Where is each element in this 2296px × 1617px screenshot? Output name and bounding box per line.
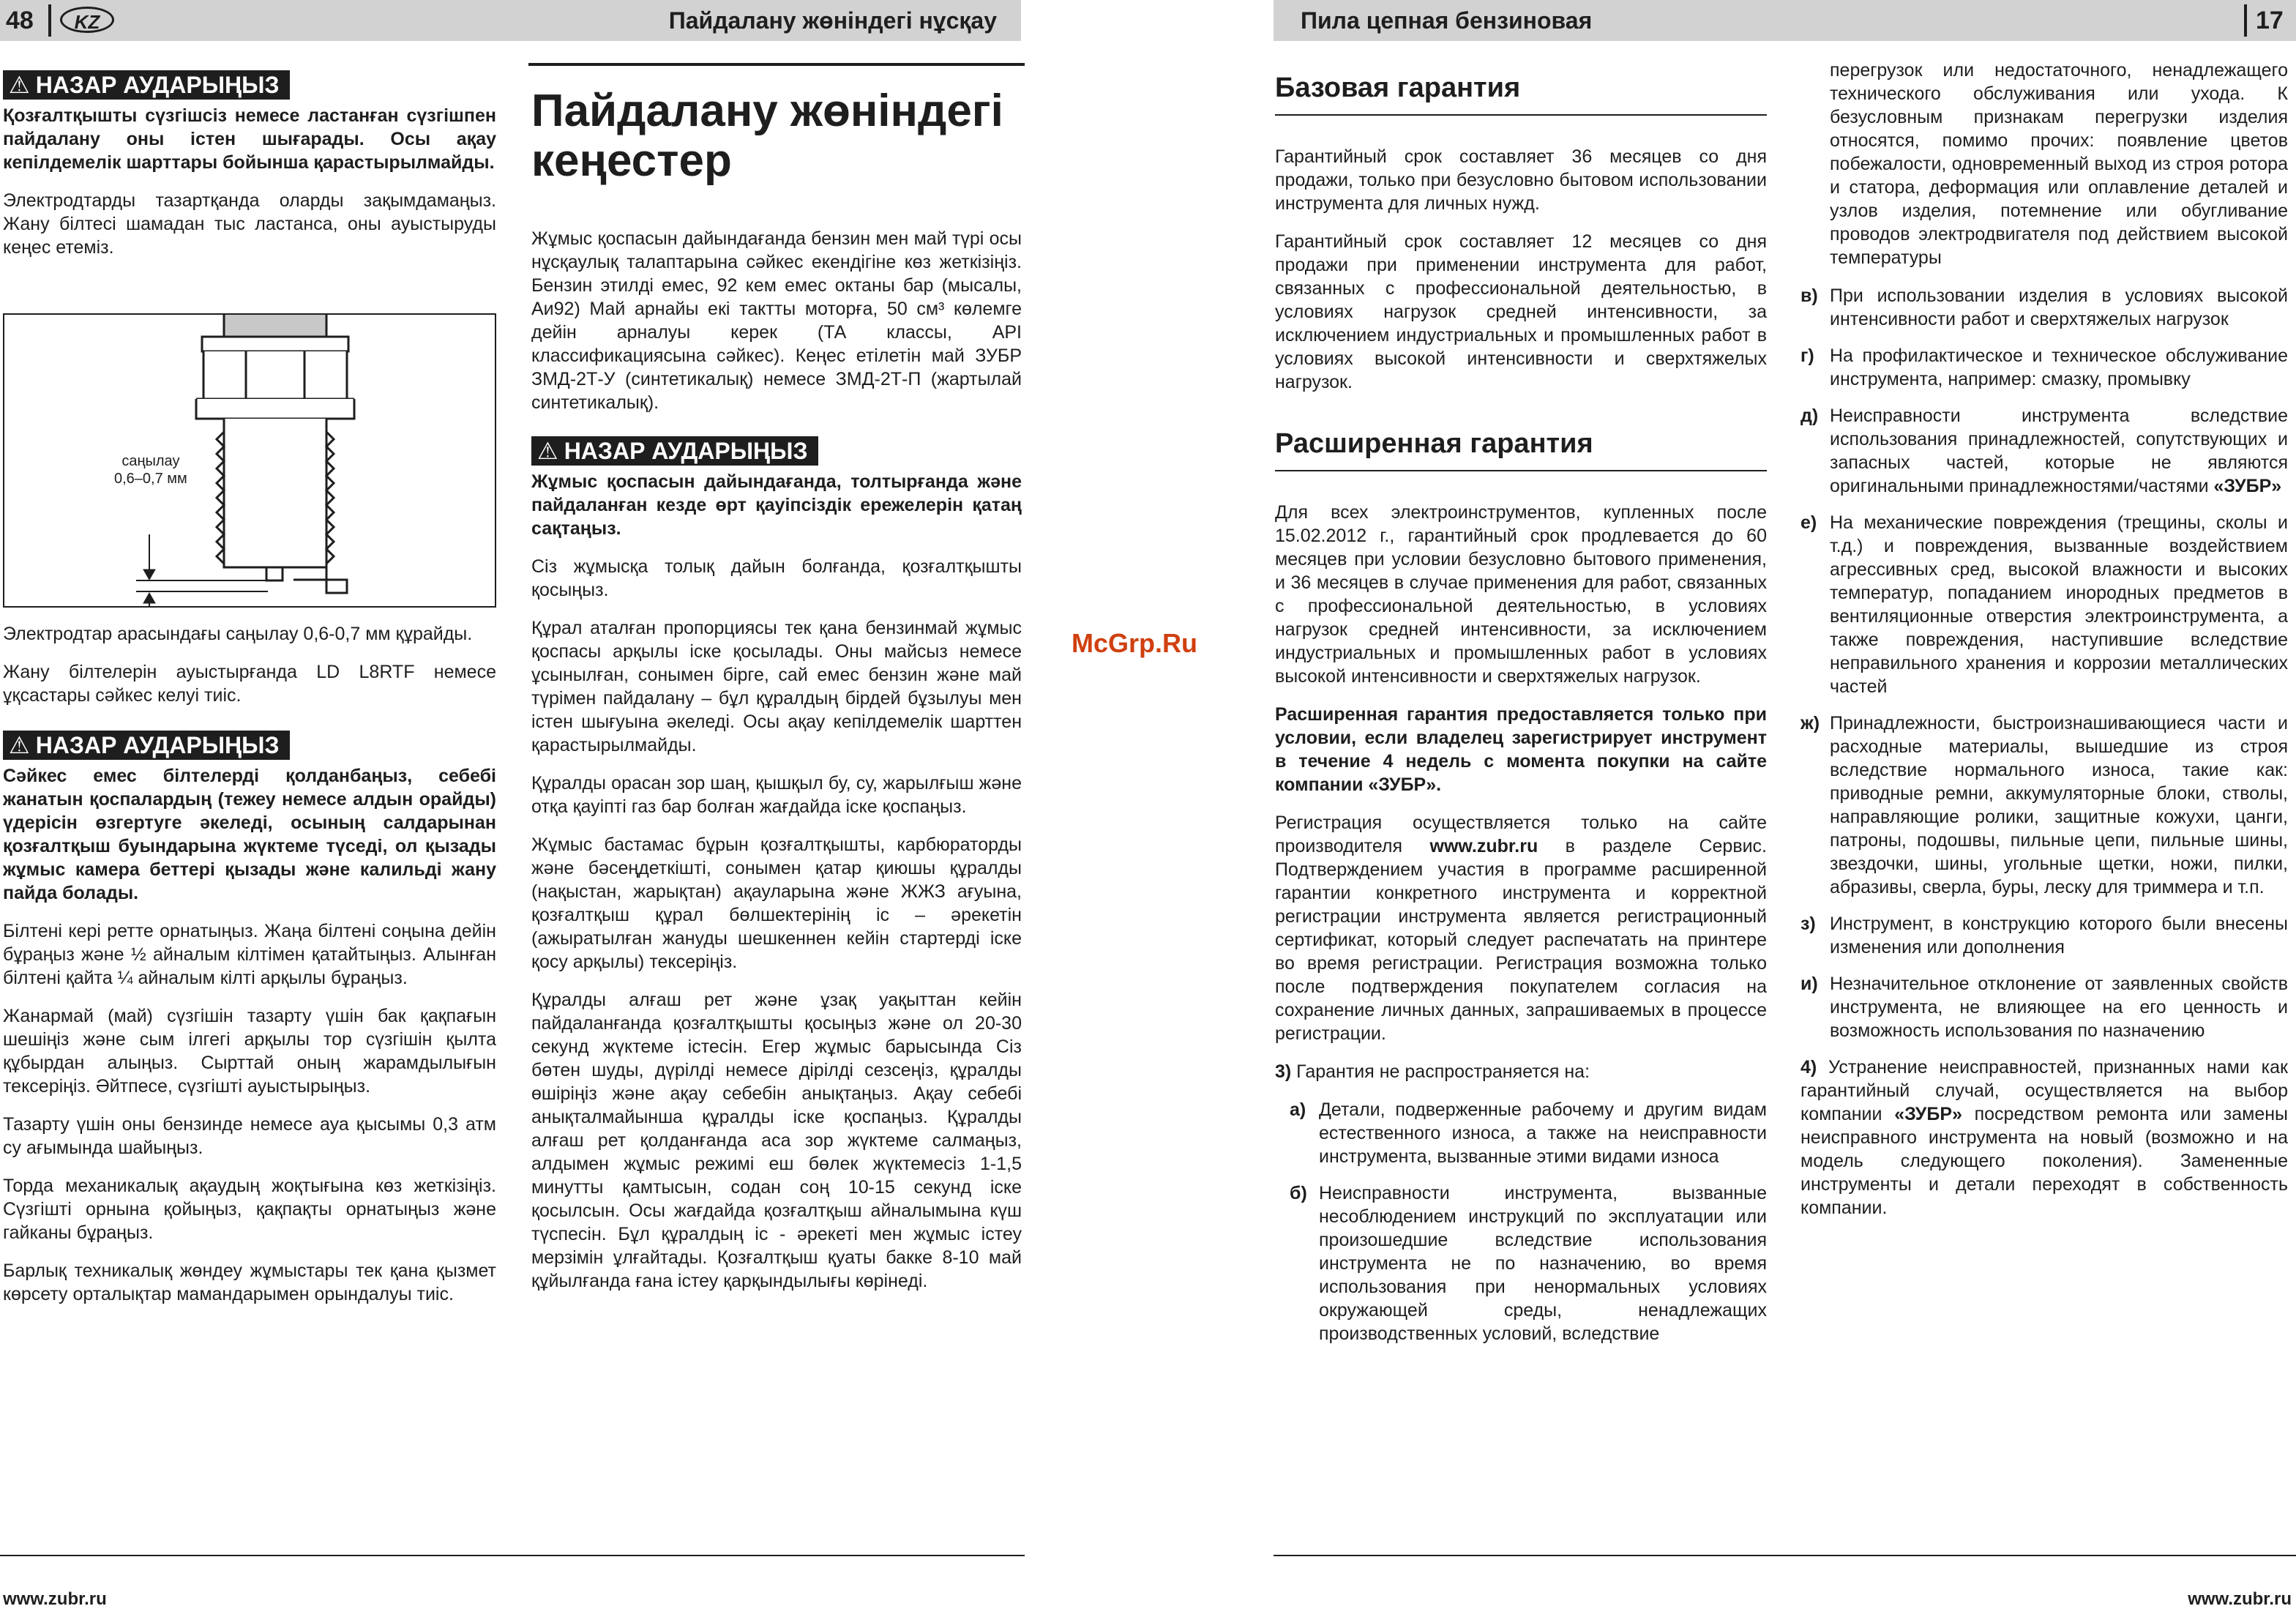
left-column-1 bbox=[3, 70, 496, 274]
list-item-continued: перегрузок или недостаточного, ненадлежащего технического обслуживания или ухода. К безусловным признакам перегрузки изделия относятся, помимо прочих: появление цветов побежалости, одновременный выход из строя ротора и статора, деформация или оплавление деталей и узлов изделия, потемнение или обугливание проводов электродвигателя под действием высокой температуры bbox=[1830, 60, 2288, 268]
paragraph: Гарантийный срок составляет 12 месяцев со дня продажи при применении инструмента для работ, связанных с профессиональной деятельностью, в условиях нагрузок средней интенсивности, за исключением индустриальных и промышленных работ в условиях высокой интенсивности и сверхтяжелых нагрузок. bbox=[1275, 231, 1767, 392]
paragraph: Тазарту үшін оны бензинде немесе ауа қысымы 0,3 атм су ағымында шайыңыз. bbox=[3, 1114, 496, 1158]
section-heading: Базовая гарантия bbox=[1275, 72, 1521, 103]
page-number-divider bbox=[48, 4, 51, 37]
right-column-2 bbox=[1800, 59, 2288, 1234]
warning-text: Сәйкес емес білтелерді қолданбаңыз, себебі жанатын қоспалардың (тежеу немесе алдын орайды) үдерісін өзгертуге әкеледі, осының салдарынан қозғалтқыш буындарына жүктеме түседі, ол қызады жұмыс камера беттері қызады және калильді жану пайда болады. bbox=[3, 766, 496, 903]
left-header-title: Пайдалану жөніндегі нұсқау bbox=[668, 7, 997, 34]
warning-banner: ⚠ НАЗАР АУДАРЫҢЫЗ bbox=[3, 70, 290, 100]
left-column-1-lower bbox=[3, 622, 496, 1321]
warning-banner: ⚠ НАЗАР АУДАРЫҢЫЗ bbox=[531, 436, 818, 466]
paragraph: Құралды алғаш рет және ұзақ уақыттан кейін пайдаланғанда қозғалтқышты қосыңыз және ол 20-30 секунд жүктеме істесін. Егер жұмыс барысында Сіз бөтен шуды, дүрілді немесе дірілді сезсеңіз, құралды өшіріңіз және ақау себебін анықтаңыз. Ақау себебі анықталмайынша құралды іске қоспаңыз. Құралды алғаш рет қолданғанда аса зор жүктеме салмаңыз, алдымен жұмыс режимі еш бөлек жүктемесіз 1-1,5 минутты қамтысын, содан соң 10-15 секунд іске қосылсын. Осы жағдайда қозғалтқыш айналымына күш түспесін. Бұл құралдың іс - әрекеті мен жұмыс істеу мерзімін ұлғайтады. Қозғалтқыш қуаты бакке 8-10 май құйылғанда ғана істеу қарқындылығы көрінеді. bbox=[531, 990, 1022, 1291]
warning-text: Қозғалтқышты сүзгішсіз немесе ластанған сүзгішпен пайдалану оны істен шығарады. Осы ақау кепілдемелік шарттары бойынша қарастырылмайды. bbox=[3, 105, 496, 173]
section-heading: Расширенная гарантия bbox=[1275, 428, 1593, 459]
paragraph: Сіз жұмысқа толық дайын болғанда, қозғалтқышты қосыңыз. bbox=[531, 556, 1022, 600]
section-rule bbox=[1275, 470, 1767, 471]
warning-icon: ⚠ bbox=[9, 732, 30, 758]
language-badge: KZ bbox=[60, 7, 114, 33]
left-footer-url[interactable]: www.zubr.ru bbox=[3, 1589, 107, 1609]
site-link[interactable]: www.zubr.ru bbox=[1429, 836, 1538, 856]
paragraph: 4) Устранение неисправностей, признанных нами как гарантийный случай, осуществляется на выбор компании «ЗУБР» посредством ремонта или замены неисправного инструмента на новый (возможно и на модель следующего поколения). Замененные инструменты и детали переходят в собственность компании. bbox=[1800, 1057, 2289, 1218]
warning-text: Жұмыс қоспасын дайындағанда, толтырғанда және пайдаланған кезде өрт қауіпсіздік ережелерін қатаң сақтаңыз. bbox=[531, 471, 1022, 539]
paragraph: Торда механикалық ақаудың жоқтығына көз жеткізіңіз. Сүзгішті орнына қойыңыз, қақпақты орнатыңыз және гайканы бұраңыз. bbox=[3, 1176, 496, 1243]
watermark: McGrp.Ru bbox=[1072, 628, 1198, 658]
title-rule bbox=[528, 63, 1025, 66]
left-column-2 bbox=[531, 86, 1022, 1307]
paragraph: Білтені кері ретте орнатыңыз. Жаңа білтені соңына дейін бұраңыз және ½ айналым кілтімен қатайтыңыз. Алынған білтені қайта ¼ айналым кілті арқылы бұраңыз. bbox=[3, 921, 496, 988]
paragraph: Расширенная гарантия предоставляется только при условии, если владелец зарегистрирует инструмент в течение 4 недель с момента покупки на сайте компании «ЗУБР». bbox=[1275, 704, 1767, 795]
spark-plug-illustration bbox=[4, 315, 495, 606]
list-item: ж) Принадлежности, быстроизнашивающиеся части и расходные материалы, вышедшие из строя вследствие нормального износа, такие как: приводные ремни, аккумуляторные блоки, стволы, направляющие ролики, защитные кожухи, цанги, патроны, подошвы, пильные цепи, пильные шины, звездочки, шины, угольные щетки, ножи, пилки, абразивы, сверла, буры, леску для триммера и т.п. bbox=[1800, 713, 2288, 897]
list-item: з) Инструмент, в конструкцию которого были внесены изменения или дополнения bbox=[1800, 914, 2288, 957]
list-item: б) Неисправности инструмента, вызванные несоблюдением инструкций по эксплуатации или произошедшие вследствие использования инструмента не по назначению, во время использования при ненормальных условиях окружающей среды, ненадлежащих производственных условий, вследствие bbox=[1290, 1183, 1767, 1344]
paragraph: Жану білтелерін ауыстырғанда LD L8RTF немесе ұқсастары сәйкес келуі тиіс. bbox=[3, 662, 496, 706]
list-item: и) Незначительное отклонение от заявленных свойств инструмента, не влияющее на его ценность и возможность использования по назначению bbox=[1800, 974, 2288, 1041]
paragraph: Жұмыс бастамас бұрын қозғалтқышты, карбюраторды және бәсеңдеткішті, сонымен қатар қиюшы құралды (нақыстан, жарықтан) ақауларына және ЖЖЗ ағуына, қозғалтқыш құрал бөлшектерінің іс – әрекетін (ажыратылған жануды шешкеннен кейін стартерді іске қосу арқылы) тексеріңіз. bbox=[531, 834, 1022, 972]
paragraph: Электродтарды тазартқанда оларды зақымдамаңыз. Жану білтесі шамадан тыс ластанса, оны ауыстыруды кеңес етеміз. bbox=[3, 190, 496, 258]
right-page-number: 17 bbox=[2256, 7, 2284, 34]
paragraph: Электродтар арасындағы саңылау 0,6-0,7 мм құрайды. bbox=[3, 624, 473, 644]
right-footer-url[interactable]: www.zubr.ru bbox=[2188, 1589, 2292, 1609]
list-intro: 3) Гарантия не распространяется на: bbox=[1275, 1061, 1590, 1082]
paragraph: Құралды орасан зор шаң, қышқыл бу, су, жарылғыш және отқа қауіпті газ бар болған жағдайда іске қоспаңыз. bbox=[531, 773, 1022, 817]
paragraph: Құрал аталған пропорциясы тек қана бензинмай жұмыс қоспасы арқылы іске қосылады. Оны майсыз немесе ұсынылған, сонымен бірге, сай емес бензин және май түрімен пайдалану – бұл құралдың бірдей бұзылуы мен істен шығуына әкеледі. Осы ақау кепілдемелік шарттен қарастырылмайды. bbox=[531, 618, 1022, 755]
warning-icon: ⚠ bbox=[9, 72, 30, 98]
footer-rule bbox=[0, 1555, 1025, 1556]
gap-label: саңылау 0,6–0,7 мм bbox=[114, 453, 187, 487]
list-item: а) Детали, подверженные рабочему и другим видам естественного износа, а также на неисправности инструмента, вызванные этими видами износа bbox=[1290, 1099, 1767, 1167]
right-header-title: Пила цепная бензиновая bbox=[1301, 7, 1593, 34]
page-number-divider bbox=[2244, 4, 2247, 37]
spark-plug-figure bbox=[3, 313, 496, 608]
list-item: в) При использовании изделия в условиях высокой интенсивности работ и сверхтяжелых нагрузок bbox=[1800, 285, 2288, 329]
left-page-number: 48 bbox=[6, 7, 34, 34]
warning-icon: ⚠ bbox=[537, 438, 558, 464]
paragraph: Жұмыс қоспасын дайындағанда бензин мен май түрі осы нұсқаулық талаптарына сәйкес екендігіне көз жеткізіңіз. Бензин этилді емес, 92 кем емес октаны бар (мысалы, Аи92) Май арнайы екі тактты моторға, 50 см³ көлемге дейін арналуы керек (ТА классы, API классификациясына сәйкес). Кеңес етілетін май ЗУБР ЗМД-2Т-У (синтетикалық) немесе ЗМД-2Т-П (жартылай синтетикалық). bbox=[531, 228, 1022, 413]
list-item: г) На профилактическое и техническое обслуживание инструмента, например: смазку, промывку bbox=[1800, 346, 2288, 389]
list-item: е) На механические повреждения (трещины, сколы и т.д.) и повреждения, вызванные воздействием агрессивных сред, высокой влажности и высоких температур, попаданием инородных предметов в вентиляционные отверстия электроинструмента, а также повреждения, наступившие вследствие неправильного хранения и коррозии металлических частей bbox=[1800, 512, 2288, 697]
paragraph: Гарантийный срок составляет 36 месяцев со дня продажи, только при безусловно бытовом использовании инструмента для личных нужд. bbox=[1275, 146, 1767, 214]
list-item: д) Неисправности инструмента вследствие использования принадлежностей, сопутствующих и запасных частей, которые не являются оригинальными принадлежностями/частями «ЗУБР» bbox=[1800, 406, 2288, 496]
footer-rule bbox=[1274, 1555, 2296, 1556]
paragraph: Регистрация осуществляется только на сайте производителя www.zubr.ru в разделе Сервис. Подтверждением участия в программе расширенной гарантии конкретного инструмента и корректной регистрации инструмента является регистрационный сертификат, который следует распечатать на принтере во время регистрации. Регистрация возможна только после подтверждения покупателем согласия на сохранение личных данных, запрашиваемых в процессе регистрации. bbox=[1275, 813, 1768, 1044]
section-rule bbox=[1275, 114, 1767, 116]
right-column-1 bbox=[1275, 70, 1767, 1359]
paragraph: Барлық техникалық жөндеу жұмыстары тек қана қызмет көрсету орталықтар мамандарымен орындалуы тиіс. bbox=[3, 1261, 496, 1304]
paragraph: Жанармай (май) сүзгішін тазарту үшін бак қақпағын шешіңіз және сым ілгегі арқылы тор сүзгішін қылта құбырдан алыңыз. Сырттай оның жарамдылығын тексеріңіз. Әйтпесе, сүзгішті ауыстырыңыз. bbox=[3, 1006, 496, 1097]
paragraph: Для всех электроинструментов, купленных после 15.02.2012 г., гарантийный срок продлевается до 60 месяцев при условии безусловно бытового применения, и 36 месяцев в случае применения для работ, связанных с профессиональной деятельностью, в условиях нагрузок средней интенсивности, за исключением индустриальных и промышленных работ в условиях высокой интенсивности и сверхтяжелых нагрузок. bbox=[1275, 502, 1767, 687]
warning-banner: ⚠ НАЗАР АУДАРЫҢЫЗ bbox=[3, 731, 290, 760]
section-title: Пайдалану жөніндегі кеңестер bbox=[531, 86, 1003, 186]
